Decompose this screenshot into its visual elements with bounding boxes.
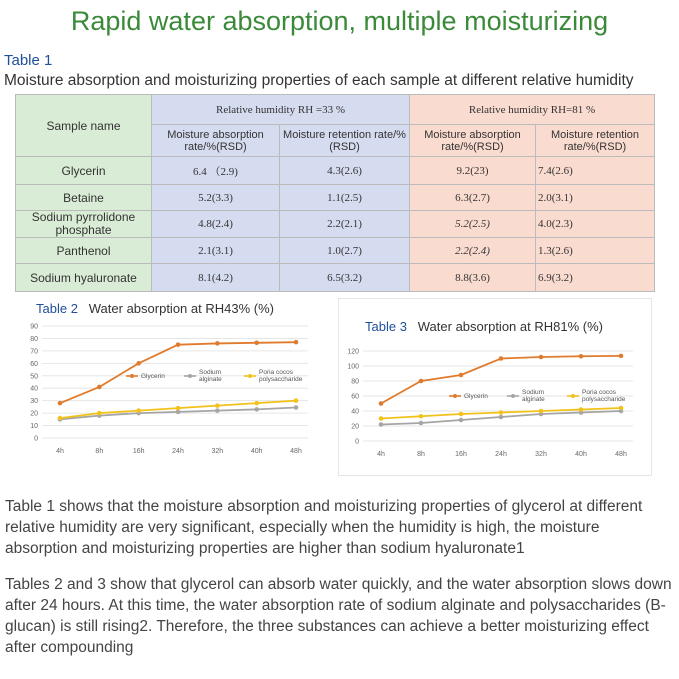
data-point <box>215 403 220 408</box>
cell: 8.1(4.2) <box>152 264 280 292</box>
legend-label: Sodium alginate <box>522 389 545 403</box>
data-point <box>254 407 259 412</box>
cell: 6.3(2.7) <box>410 185 536 211</box>
data-point <box>499 415 504 420</box>
legend-label: Glycerin <box>464 393 488 400</box>
data-point <box>215 408 220 413</box>
y-tick-label: 10 <box>30 423 38 431</box>
row-name: Glycerin <box>16 157 152 185</box>
x-tick-label: 8h <box>417 451 425 458</box>
data-point <box>619 406 624 411</box>
cell: 2.2(2.4) <box>410 238 536 264</box>
data-point <box>419 414 424 419</box>
data-point <box>539 355 544 360</box>
data-point <box>459 373 464 378</box>
data-point <box>379 422 384 427</box>
data-point <box>379 401 384 406</box>
x-tick-label: 24h <box>495 451 507 458</box>
y-tick-label: 90 <box>30 323 38 331</box>
chart-table3 <box>338 298 652 476</box>
y-tick-label: 0 <box>355 438 359 446</box>
data-point <box>579 354 584 359</box>
data-point <box>294 398 299 403</box>
x-tick-label: 32h <box>211 448 224 455</box>
table-row <box>16 238 655 264</box>
header-sample-name: Sample name <box>16 95 152 157</box>
chart-svg <box>339 299 651 475</box>
cell: 2.0(3.1) <box>536 185 655 211</box>
chart-label: Table 3 <box>365 319 407 334</box>
y-tick-label: 50 <box>30 373 38 381</box>
chart-svg <box>20 295 320 465</box>
legend-label: Sodium alginate <box>199 369 222 383</box>
cell: 2.2(2.1) <box>280 211 410 238</box>
data-point <box>294 405 299 410</box>
row-name: Betaine <box>16 185 152 211</box>
x-tick-label: 40h <box>250 448 263 455</box>
legend-marker <box>453 394 457 398</box>
page-title: Rapid water absorption, multiple moisturizing <box>70 6 609 36</box>
y-tick-label: 120 <box>347 348 359 356</box>
cell: 4.8(2.4) <box>152 211 280 238</box>
table-row <box>16 157 655 185</box>
data-point <box>97 411 102 416</box>
y-tick-label: 80 <box>30 335 38 343</box>
cell: 4.0(2.3) <box>536 211 655 238</box>
y-tick-label: 60 <box>30 360 38 368</box>
header-rh81: Relative humidity RH=81 % <box>410 95 655 125</box>
legend-marker <box>188 374 192 378</box>
legend-marker <box>511 394 515 398</box>
cell: 1.0(2.7) <box>280 238 410 264</box>
data-point <box>419 421 424 426</box>
row-name: Panthenol <box>16 238 152 264</box>
table-row <box>16 211 655 238</box>
x-tick-label: 24h <box>172 448 184 455</box>
data-point <box>136 361 141 366</box>
data-point <box>97 385 102 390</box>
moisture-table <box>15 94 655 292</box>
cell: 7.4(2.6) <box>536 157 655 185</box>
data-point <box>499 410 504 415</box>
chart-label: Table 2 <box>36 301 78 316</box>
cell: 9.2(23) <box>410 157 536 185</box>
paragraph: Table 1 shows that the moisture absorption and moisturizing properties of glycerol at different relative humidity are very significant, especially when the humidity is high, the moisture absorption and moisturizing properties are higher than sodium hyaluronate1 <box>5 498 643 557</box>
data-point <box>539 409 544 414</box>
y-tick-label: 40 <box>351 408 359 416</box>
header-retention-81: Moisture retention rate/%(RSD) <box>536 125 655 157</box>
x-tick-label: 8h <box>95 448 104 455</box>
data-point <box>254 401 259 406</box>
chart-table2 <box>20 295 320 465</box>
x-tick-label: 4h <box>377 451 385 458</box>
x-tick-label: 48h <box>290 448 302 455</box>
data-point <box>294 340 299 345</box>
cell: 6.9(3.2) <box>536 264 655 292</box>
row-name: Sodium pyrrolidone phosphate <box>16 211 152 238</box>
y-tick-label: 40 <box>30 385 38 393</box>
y-tick-label: 70 <box>30 348 38 356</box>
header-rh33: Relative humidity RH =33 % <box>152 95 410 125</box>
x-tick-label: 4h <box>56 448 64 455</box>
chart-title-text: Water absorption at RH81% (%) <box>417 319 603 334</box>
x-tick-label: 32h <box>535 451 547 458</box>
data-point <box>176 406 181 411</box>
data-point <box>419 379 424 384</box>
x-tick-label: 16h <box>132 448 145 455</box>
data-point <box>215 341 220 346</box>
data-point <box>579 407 584 412</box>
table-row <box>16 185 655 211</box>
chart-title-text: Water absorption at RH43% (%) <box>88 301 274 316</box>
cell: 5.2(2.5) <box>410 211 536 238</box>
cell: 6.4 （2.9) <box>152 157 280 185</box>
data-point <box>379 416 384 421</box>
x-tick-label: 48h <box>615 451 627 458</box>
y-tick-label: 30 <box>30 398 38 406</box>
data-point <box>499 356 504 361</box>
legend-marker <box>248 374 252 378</box>
cell: 4.3(2.6) <box>280 157 410 185</box>
legend-label: Poria cocos polysaccharide <box>259 369 303 383</box>
data-point <box>58 401 63 406</box>
table-row <box>16 264 655 292</box>
data-point <box>58 416 63 421</box>
header-retention-33: Moisture retention rate/%(RSD) <box>280 125 410 157</box>
data-point <box>176 342 181 347</box>
data-point <box>254 341 259 346</box>
header-absorption-81: Moisture absorption rate/%(RSD) <box>410 125 536 157</box>
y-tick-label: 80 <box>351 378 359 386</box>
x-tick-label: 40h <box>575 451 587 458</box>
cell: 6.5(3.2) <box>280 264 410 292</box>
table1-label: Table 1 <box>4 52 53 69</box>
y-tick-label: 60 <box>351 393 359 401</box>
y-tick-label: 20 <box>30 410 38 418</box>
cell: 1.1(2.5) <box>280 185 410 211</box>
header-absorption-33: Moisture absorption rate/%(RSD) <box>152 125 280 157</box>
data-point <box>459 418 464 423</box>
legend-label: Poria cocos polysaccharide <box>582 389 626 403</box>
x-tick-label: 16h <box>455 451 467 458</box>
y-tick-label: 0 <box>34 435 38 443</box>
data-point <box>136 408 141 413</box>
paragraph: Tables 2 and 3 show that glycerol can absorb water quickly, and the water absorption slows down after 24 hours. At this time, the water absorption rate of sodium alginate and polysaccharides (B-glucan) is still rising2. Therefore, the three substances can achieve a better moisturizing effect after compounding <box>5 576 672 656</box>
data-point <box>459 412 464 417</box>
table1-caption: Moisture absorption and moisturizing properties of each sample at different relative humidity <box>4 72 634 89</box>
cell: 5.2(3.3) <box>152 185 280 211</box>
cell: 1.3(2.6) <box>536 238 655 264</box>
row-name: Sodium hyaluronate <box>16 264 152 292</box>
data-point <box>619 354 624 359</box>
cell: 8.8(3.6) <box>410 264 536 292</box>
y-tick-label: 20 <box>351 423 359 431</box>
legend-label: Glycerin <box>141 373 165 380</box>
cell: 2.1(3.1) <box>152 238 280 264</box>
y-tick-label: 100 <box>347 363 359 371</box>
legend-marker <box>571 394 575 398</box>
legend-marker <box>130 374 134 378</box>
